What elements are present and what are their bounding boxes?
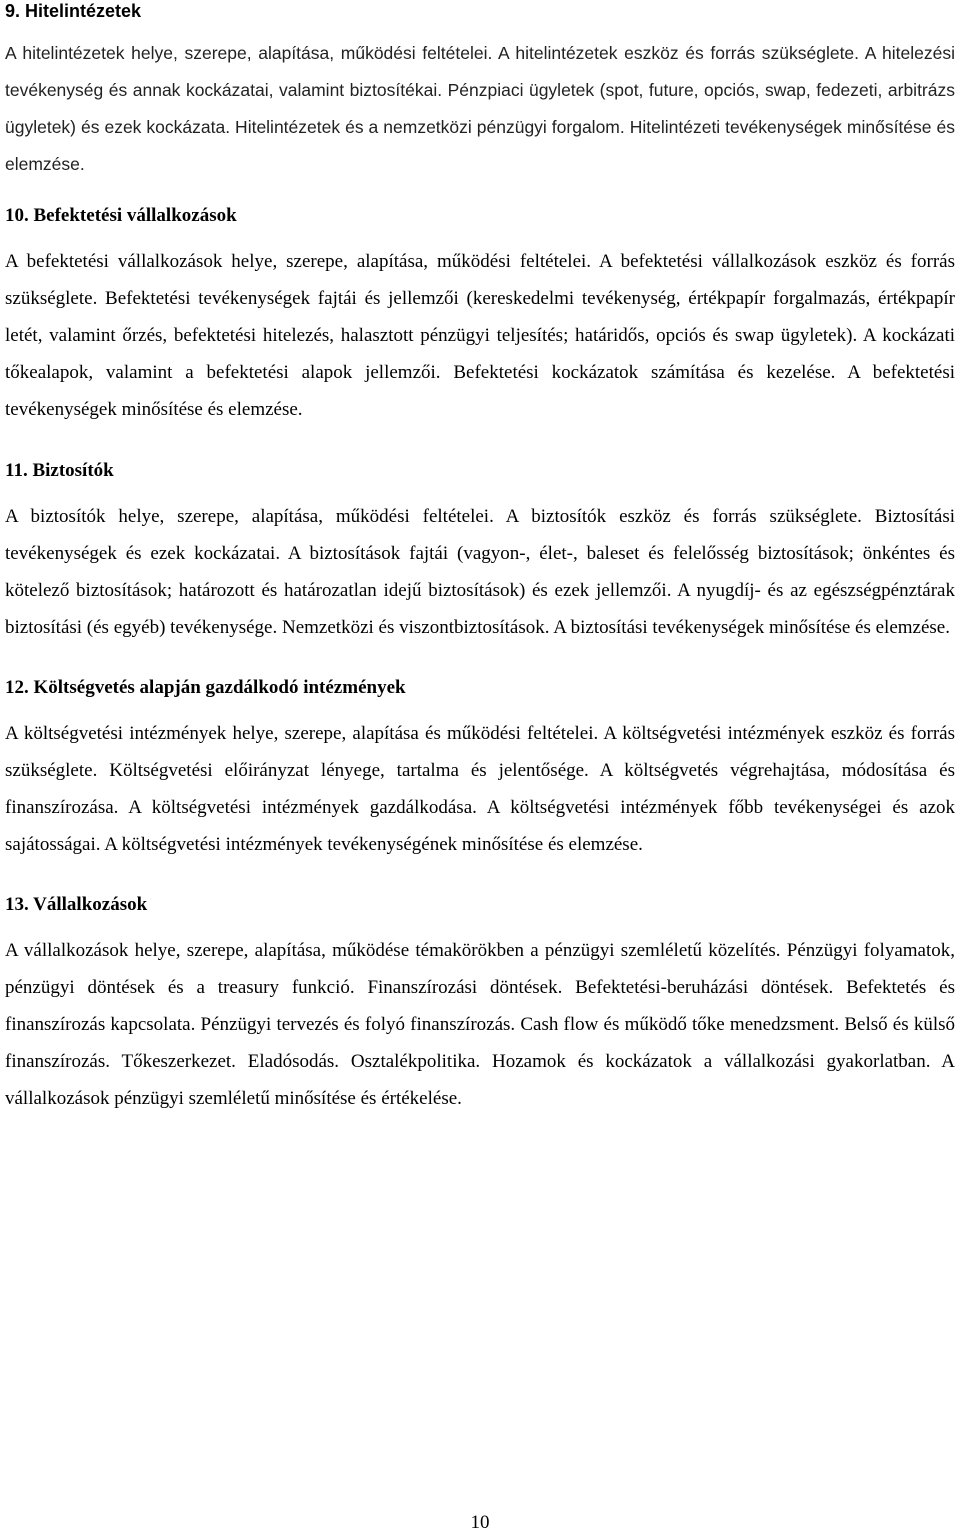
document-page — [5, 0, 955, 1117]
section-koltsegvetesi-intezmenyek — [5, 677, 955, 863]
section-paragraph: A vállalkozások helye, szerepe, alapítása, működése témakörökben a pénzügyi szemléletű közelítés. Pénzügyi folyamatok, pénzügyi döntések és a treasury funkció. Finanszírozási döntések. Befektetési-beruházási döntések. Befektetés és finanszírozás kapcsolata. Pénzügyi tervezés és folyó finanszírozás. Cash flow és működő tőke menedzsment. Belső és külső finanszírozás. Tőkeszerkezet. Eladósodás. Osztalékpolitika. Hozamok és kockázatok a vállalkozási gyakorlatban. A vállalkozások pénzügyi szemléletű minősítése és értékelése. — [5, 940, 955, 1109]
section-heading: 11. Biztosítók — [5, 460, 114, 481]
section-heading: 10. Befektetési vállalkozások — [5, 205, 237, 226]
section-paragraph: A hitelintézetek helye, szerepe, alapítása, működési feltételei. A hitelintézetek eszköz és forrás szükséglete. A hitelezési tevékenység és annak kockázatai, valamint biztosítékai. Pénzpiaci ügyletek (spot, future, opciós, swap, fedezeti, arbitrázs ügyletek) és ezek kockázata. Hitelintézetek és a nemzetközi pénzügyi forgalom. Hitelintézeti tevékenységek minősítése és elemzése. — [5, 43, 955, 174]
section-heading: 13. Vállalkozások — [5, 894, 148, 915]
page-number: 10 — [470, 1512, 490, 1533]
section-biztositok — [5, 460, 955, 646]
section-vallalkozasok — [5, 894, 955, 1117]
section-hitelintezetek — [5, 0, 955, 183]
section-paragraph: A költségvetési intézmények helye, szerepe, alapítása és működési feltételei. A költségvetési intézmények eszköz és forrás szükséglete. Költségvetési előirányzat lényege, tartalma és jelentősége. A költségvetés végrehajtása, módosítása és finanszírozása. A költségvetési intézmények gazdálkodása. A költségvetési intézmények főbb tevékenységei és azok sajátosságai. A költségvetési intézmények tevékenységének minősítése és elemzése. — [5, 723, 955, 855]
section-befektetesi-vallalkozasok — [5, 205, 955, 428]
section-paragraph: A biztosítók helye, szerepe, alapítása, működési feltételei. A biztosítók eszköz és forrás szükséglete. Biztosítási tevékenységek és ezek kockázatai. A biztosítások fajtái (vagyon-, élet-, baleset és felelősség biztosítások; önkéntes és kötelező biztosítások; határozott és határozatlan idejű biztosítások) és ezek jellemzői. A nyugdíj- és az egészségpénztárak biztosítási (és egyéb) tevékenysége. Nemzetközi és viszontbiztosítások. A biztosítási tevékenységek minősítése és elemzése. — [5, 506, 955, 638]
section-paragraph: A befektetési vállalkozások helye, szerepe, alapítása, működési feltételei. A befektetési vállalkozások eszköz és forrás szükséglete. Befektetési tevékenységek fajtái és jellemzői (kereskedelmi tevékenység, értékpapír forgalmazás, értékpapír letét, valamint őrzés, befektetési hitelezés, halasztott pénzügyi teljesítés; határidős, opciós és swap ügyletek). A kockázati tőkealapok, valamint a befektetési alapok jellemzői. Befektetési kockázatok számítása és kezelése. A befektetési tevékenységek minősítése és elemzése. — [5, 251, 955, 420]
section-heading: 12. Költségvetés alapján gazdálkodó intézmények — [5, 677, 406, 698]
section-heading: 9. Hitelintézetek — [5, 1, 142, 21]
